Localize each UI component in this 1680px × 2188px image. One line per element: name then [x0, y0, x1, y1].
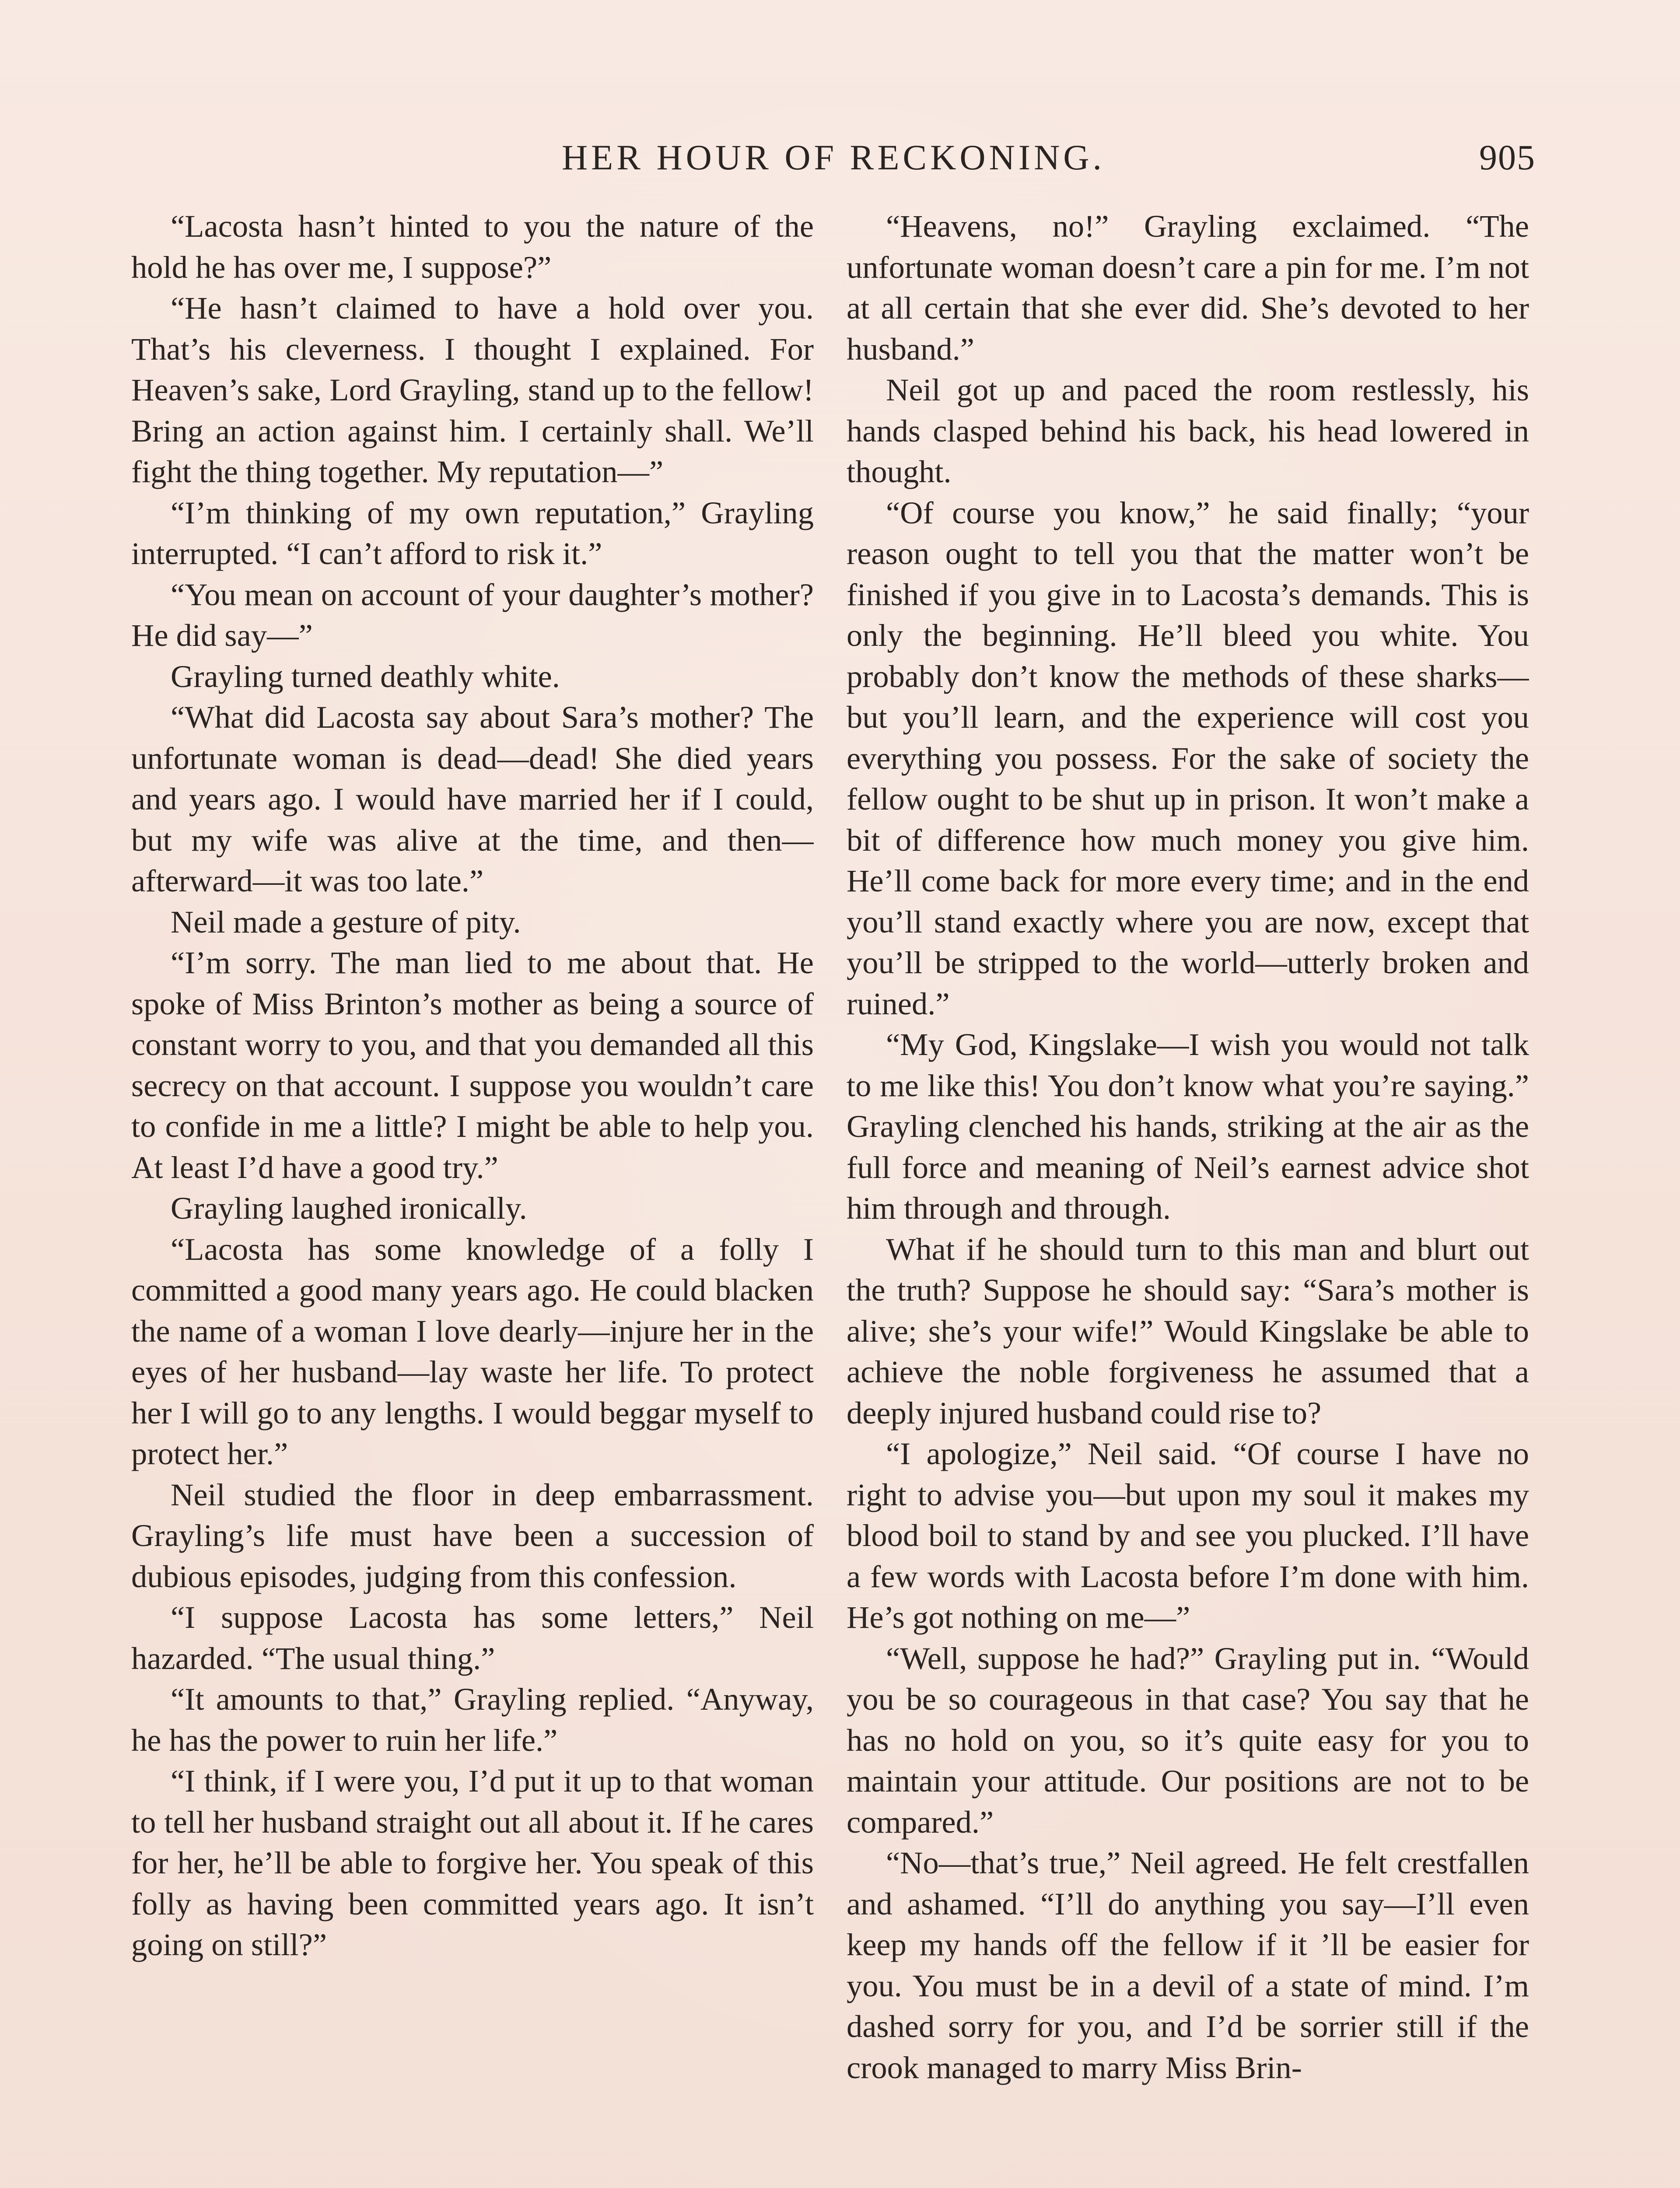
left-column: [131, 206, 814, 2188]
paragraph: Neil got up and paced the room restlessly, his hands clasped behind his back, his head lowered in thought.: [847, 372, 1529, 489]
paragraph: “You mean on account of your daughter’s mother? He did say—”: [131, 576, 814, 653]
running-head: [131, 131, 1536, 184]
paragraph: What if he should turn to this man and blurt out the truth? Suppose he should say: “Sara’s mother is alive; she’s your wife!” Would Kingslake be able to achieve the noble forgiveness he assumed that a deeply injured husband could rise to?: [847, 1231, 1529, 1431]
paragraph: “No—that’s true,” Neil agreed. He felt crestfallen and ashamed. “I’ll do anything you say—I’ll even keep my hands off the fellow if it ’ll be easier for you. You must be in a devil of a state of mind. I’m dashed sorry for you, and I’d be sorrier still if the crook managed to marry Miss Brin-: [847, 1845, 1529, 2085]
paragraph: Grayling laughed ironically.: [171, 1190, 527, 1226]
paragraph: “I’m sorry. The man lied to me about that. He spoke of Miss Brinton’s mother as being a source of constant worry to you, and that you demanded all this secrecy on that account. I suppose you wouldn’t care to confide in me a little? I might be able to help you. At least I’d have a good try.”: [131, 945, 814, 1185]
page-title: HER HOUR OF RECKONING.: [561, 137, 1106, 177]
paragraph: Neil made a gesture of pity.: [171, 904, 521, 940]
paragraph: “I think, if I were you, I’d put it up to that woman to tell her husband straight out all about it. If he cares for her, he’ll be able to forgive her. You speak of this folly as having been committed years ago. It isn’t going on still?”: [131, 1763, 814, 1962]
paragraph: Neil studied the floor in deep embarrassment. Grayling’s life must have been a succession of dubious episodes, judging from this confession.: [131, 1476, 814, 1594]
paragraph: “Well, suppose he had?” Grayling put in. “Would you be so courageous in that case? You say that he has no hold on you, so it’s quite easy for you to maintain your attitude. Our positions are not to be compared.”: [847, 1640, 1529, 1840]
paragraph: “I’m thinking of my own reputation,” Grayling interrupted. “I can’t afford to risk it.”: [131, 494, 814, 571]
paragraph: “I apologize,” Neil said. “Of course I have no right to advise you—but upon my soul it makes my blood boil to stand by and see you plucked. I’ll have a few words with Lacosta before I’m done with him. He’s got nothing on me—”: [847, 1436, 1529, 1635]
paragraph: “Lacosta hasn’t hinted to you the nature of the hold he has over me, I suppose?”: [131, 208, 814, 285]
paragraph: “He hasn’t claimed to have a hold over you. That’s his cleverness. I thought I explained. For Heaven’s sake, Lord Grayling, stand up to the fellow! Bring an action against him. I certainly shall. We’ll fight the thing together. My reputation—”: [131, 290, 814, 489]
paragraph: “I suppose Lacosta has some letters,” Neil hazarded. “The usual thing.”: [131, 1599, 814, 1676]
paragraph: “Heavens, no!” Grayling exclaimed. “The unfortunate woman doesn’t care a pin for me. I’m not at all certain that she ever did. She’s devoted to her husband.”: [847, 208, 1529, 367]
paragraph: “Lacosta has some knowledge of a folly I committed a good many years ago. He could blacken the name of a woman I love dearly—injure her in the eyes of her husband—lay waste her life. To protect her I will go to any lengths. I would beggar myself to protect her.”: [131, 1231, 814, 1471]
paragraph: “It amounts to that,” Grayling replied. “Anyway, he has the power to ruin her life.”: [131, 1681, 814, 1758]
paragraph: Grayling turned deathly white.: [171, 658, 560, 694]
paragraph: “My God, Kingslake—I wish you would not talk to me like this! You don’t know what you’re saying.” Grayling clenched his hands, striking at the air as the full force and meaning of Neil’s earnest advice shot him through and through.: [847, 1027, 1529, 1226]
paragraph: “What did Lacosta say about Sara’s mother? The unfortunate woman is dead—dead! She died years and years ago. I would have married her if I could, but my wife was alive at the time, and then—afterward—it was too late.”: [131, 699, 814, 898]
paragraph: “Of course you know,” he said finally; “your reason ought to tell you that the matter won’t be finished if you give in to Lacosta’s demands. This is only the beginning. He’ll bleed you white. You probably don’t know the methods of these sharks—but you’ll learn, and the experience will cost you everything you possess. For the sake of society the fellow ought to be shut up in prison. It won’t make a bit of difference how much money you give him. He’ll come back for more every time; and in the end you’ll stand exactly where you are now, except that you’ll be stripped to the world—utterly broken and ruined.”: [847, 494, 1529, 1021]
right-column: [847, 206, 1529, 2188]
page-number: 905: [1479, 137, 1536, 177]
